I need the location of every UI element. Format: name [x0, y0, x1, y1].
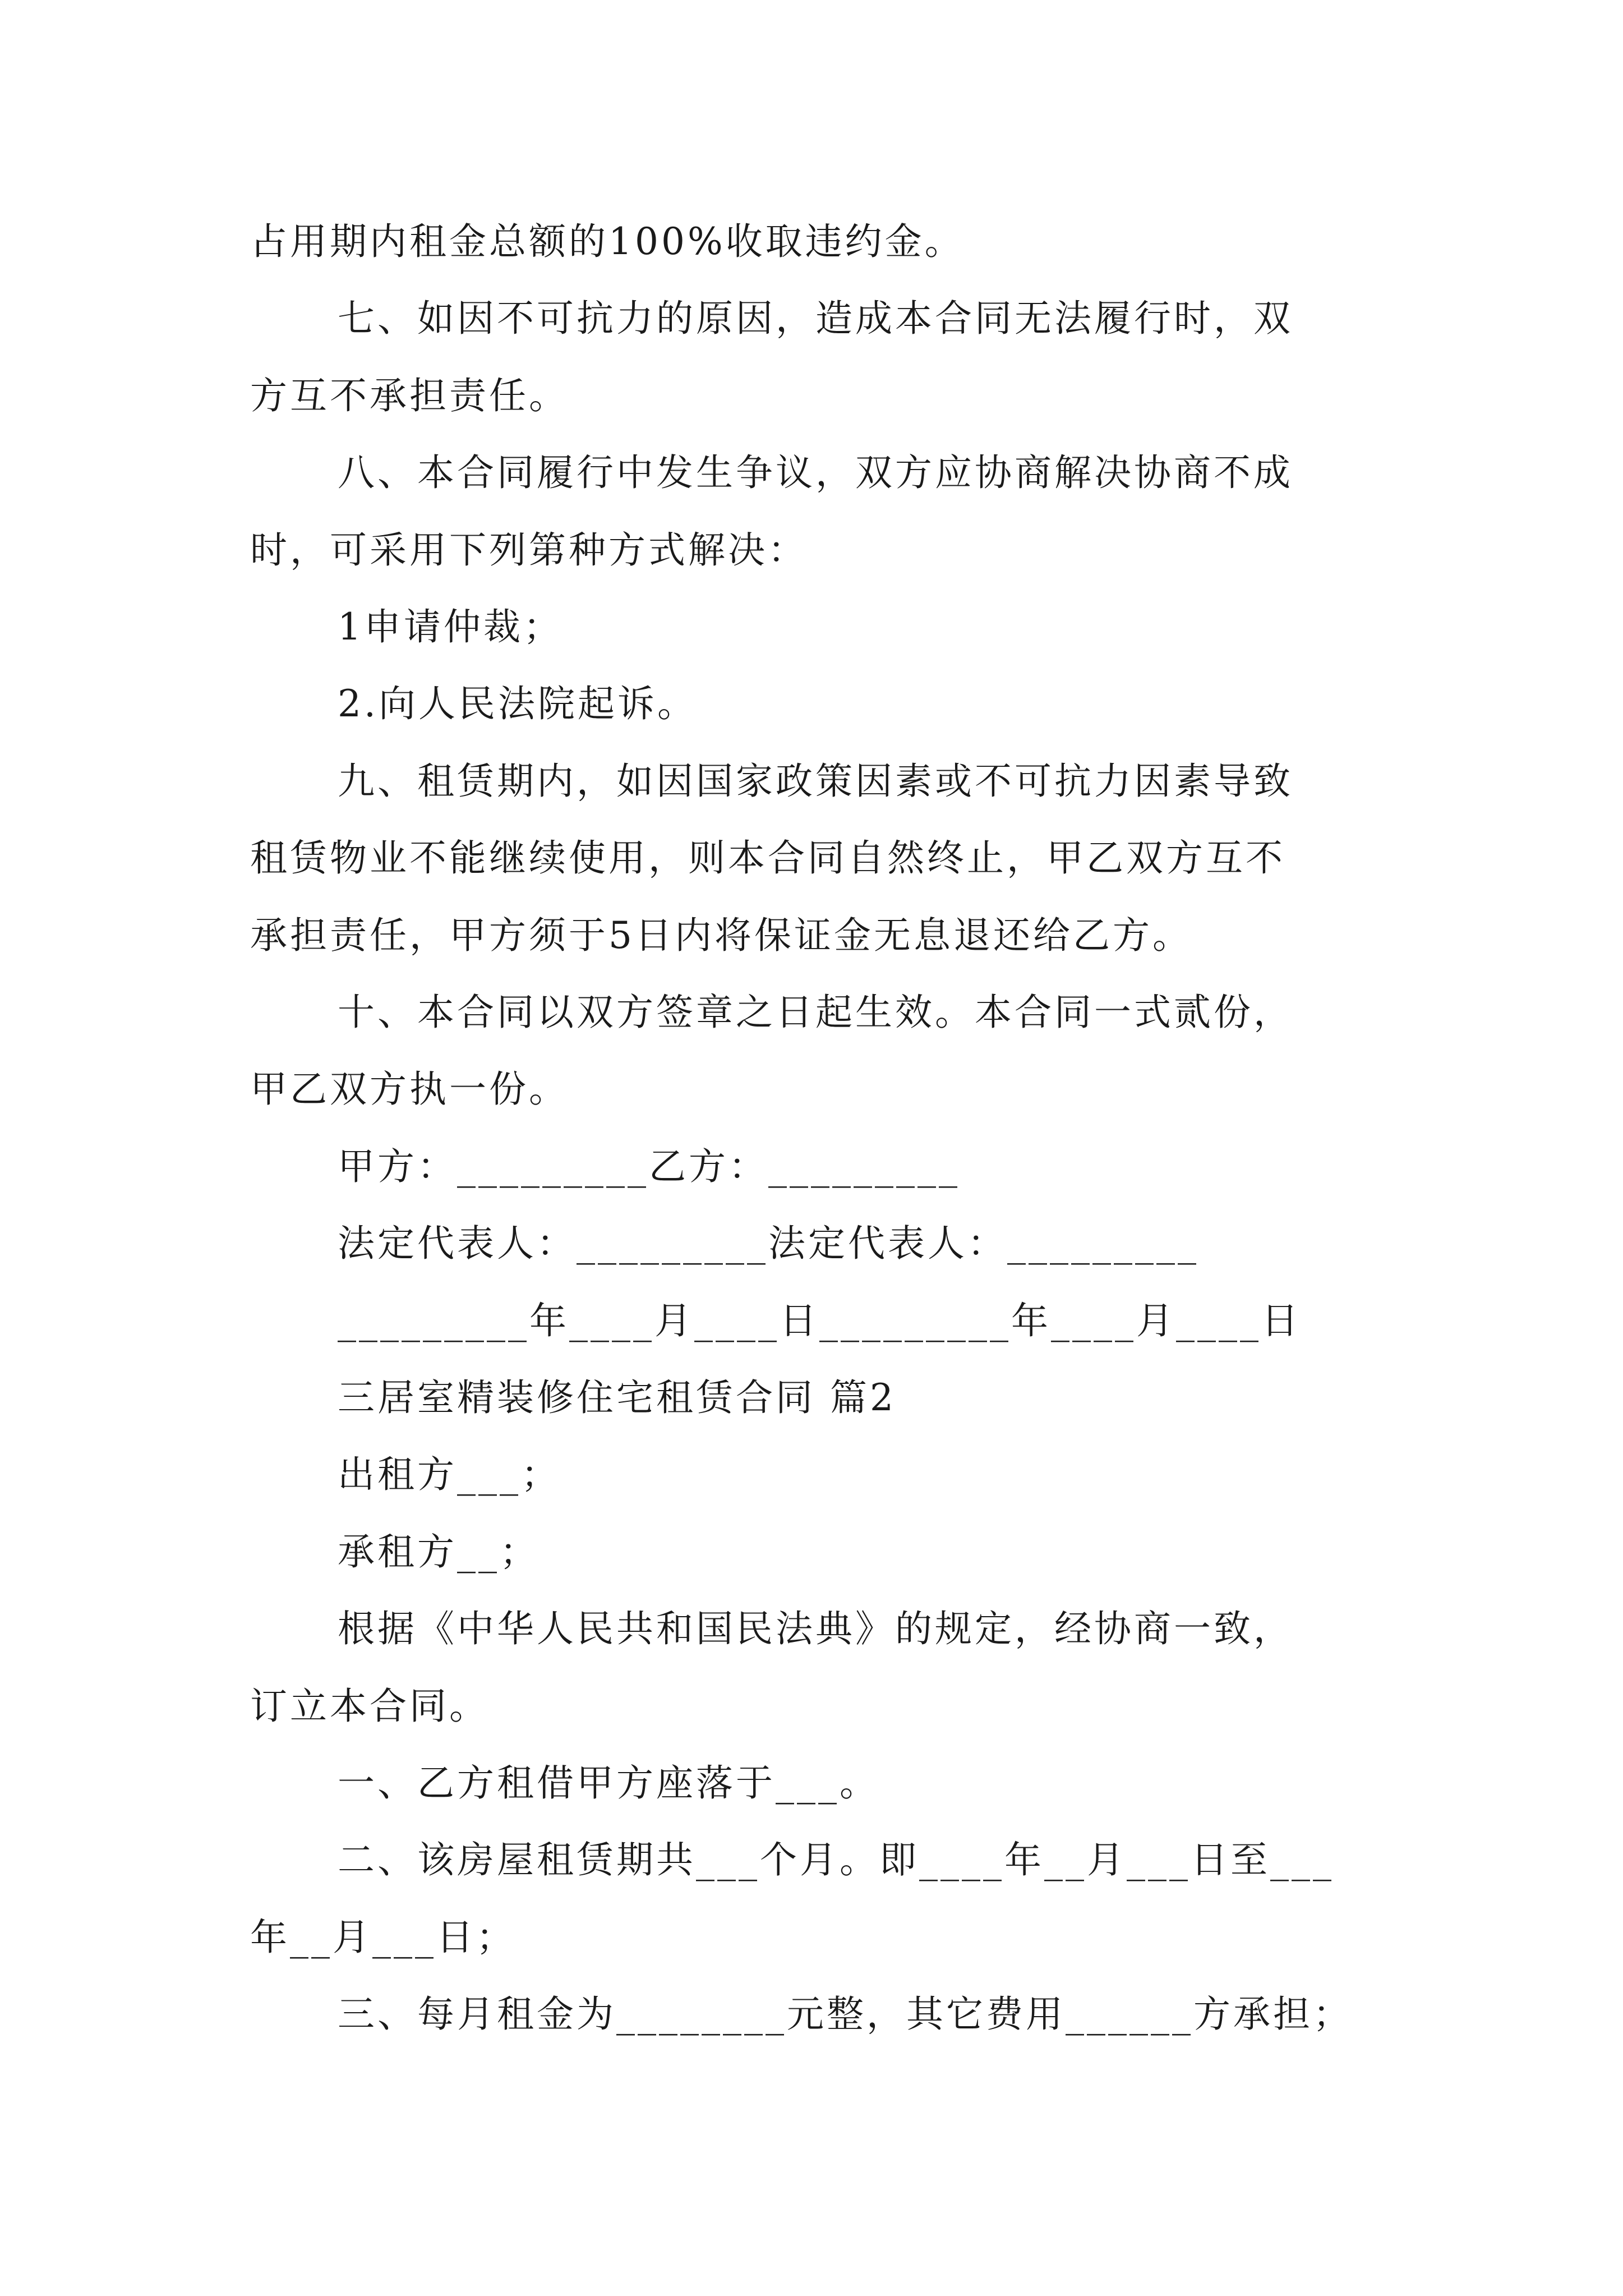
- clause-seven: 七、如因不可抗力的原因，造成本合同无法履行时，双: [338, 297, 1293, 340]
- option-arbitration: 1申请仲裁；: [338, 605, 563, 648]
- text-line: 租赁物业不能继续使用，则本合同自然终止，甲乙双方互不: [250, 836, 1285, 880]
- section-heading: 三居室精装修住宅租赁合同 篇2: [338, 1376, 896, 1419]
- clause-ten: 十、本合同以双方签章之日起生效。本合同一式贰份，: [338, 991, 1293, 1034]
- preamble: 根据《中华人民共和国民法典》的规定，经协商一致，: [338, 1607, 1293, 1650]
- date-line: _________年____月____日_________年____月____日: [338, 1299, 1301, 1342]
- clause-one: 一、乙方租借甲方座落于___。: [338, 1761, 879, 1805]
- lessor-line: 出租方___；: [338, 1453, 561, 1496]
- text-line: 年__月___日；: [250, 1916, 516, 1959]
- clause-two: 二、该房屋租赁期共___个月。即____年__月___日至___: [338, 1838, 1334, 1881]
- party-signature-line: 甲方：_________乙方：_________: [338, 1145, 960, 1188]
- lessee-line: 承租方__；: [338, 1530, 540, 1573]
- text-line: 时，可采用下列第种方式解决：: [250, 528, 808, 572]
- text-line: 占用期内租金总额的100%收取违约金。: [250, 220, 965, 263]
- clause-eight: 八、本合同履行中发生争议，双方应协商解决协商不成: [338, 451, 1293, 494]
- text-line: 甲乙双方执一份。: [250, 1068, 569, 1111]
- text-line: 方互不承担责任。: [250, 374, 569, 417]
- clause-three: 三、每月租金为________元整，其它费用______方承担；: [338, 1993, 1353, 2036]
- clause-nine: 九、租赁期内，如因国家政策因素或不可抗力因素导致: [338, 760, 1293, 803]
- text-line: 承担责任，甲方须于5日内将保证金无息退还给乙方。: [250, 914, 1192, 957]
- legal-representative-line: 法定代表人：_________法定代表人：_________: [338, 1222, 1199, 1265]
- option-lawsuit: 2.向人民法院起诉。: [338, 682, 697, 725]
- text-line: 订立本合同。: [250, 1685, 489, 1728]
